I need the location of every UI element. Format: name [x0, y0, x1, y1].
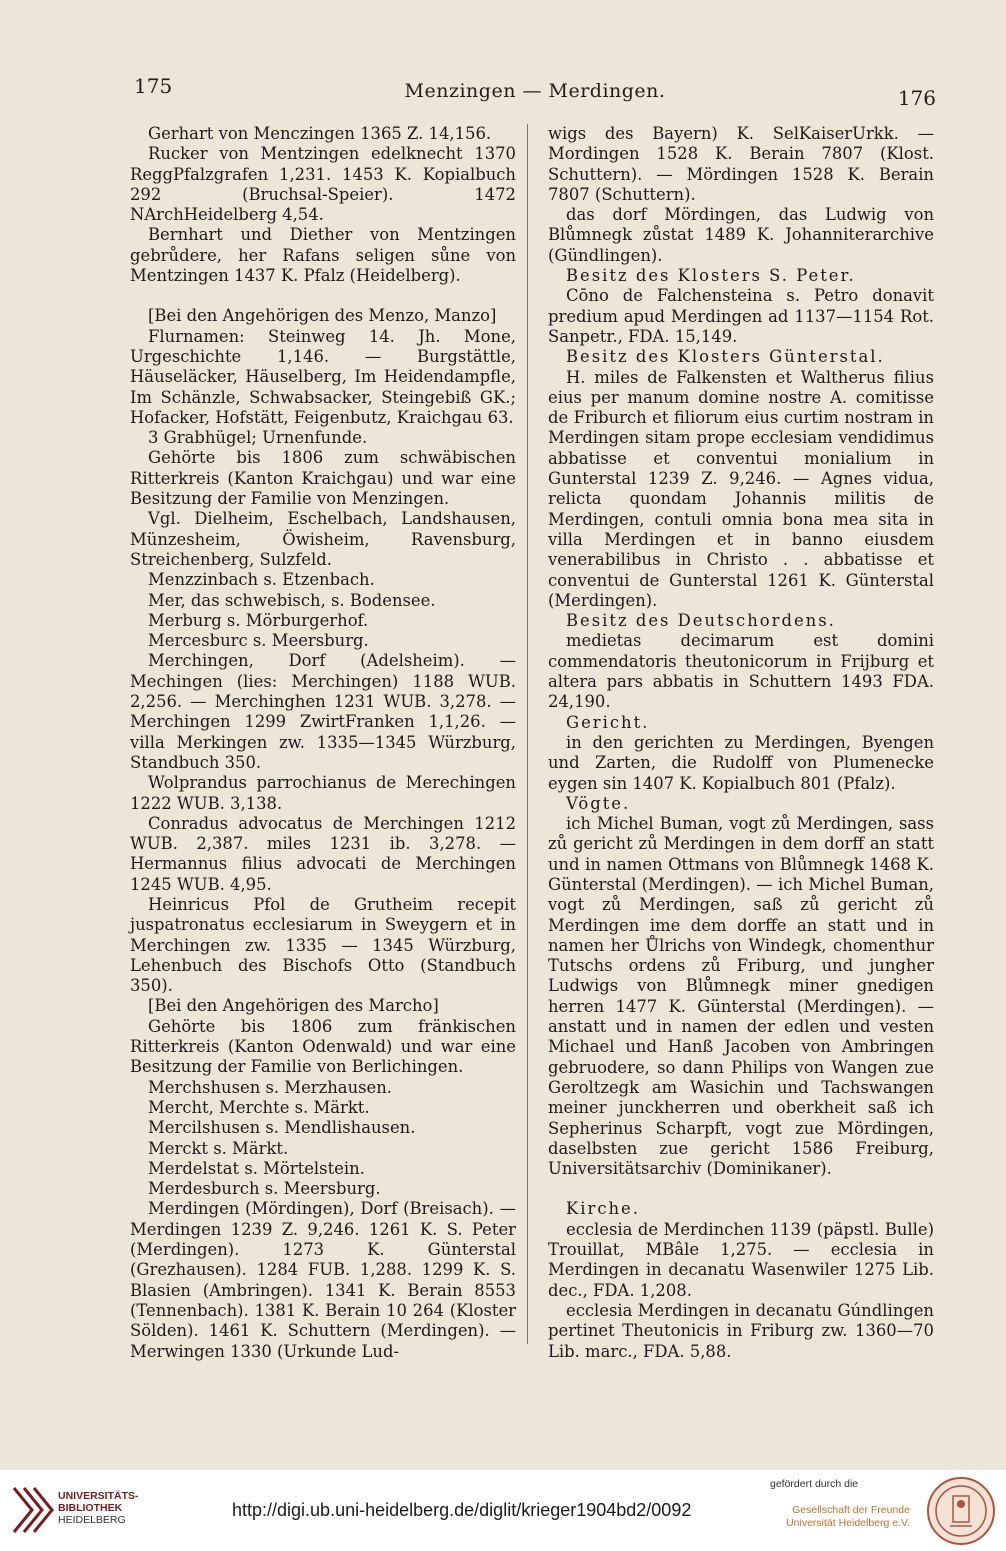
- column-divider: [527, 124, 528, 1344]
- sponsor-name: Gesellschaft der Freunde Universität Heidelberg e.V.: [786, 1504, 910, 1529]
- entry: Gehörte bis 1806 zum schwäbischen Ritterkreis (Kanton Kraichgau) und war eine Besitzung der Familie von Menzingen.: [130, 448, 516, 509]
- library-name: UNIVERSITÄTS- BIBLIOTHEK HEIDELBERG: [58, 1490, 139, 1526]
- right-column: [548, 124, 934, 1362]
- section-heading: Besitz des Klosters S. Peter.: [566, 266, 856, 286]
- section-heading: Gericht.: [566, 712, 650, 732]
- lemma-entry: Merckt s. Märkt.: [148, 1138, 289, 1158]
- entry: medietas decimarum est domini commendatoris theutonicorum in Frijburg et altera pars abbatis in Schuttern 1493 FDA. 24,190.: [548, 631, 934, 712]
- entry: Gerhart von Menczingen 1365 Z. 14,156.: [148, 124, 492, 143]
- section-heading: Vögte.: [566, 793, 631, 813]
- section-heading: Kirche.: [566, 1199, 640, 1219]
- lemma-entry: Mercesburc s. Meersburg.: [148, 631, 369, 651]
- lemma-entry: Merchshusen s. Merzhausen.: [148, 1077, 393, 1097]
- entry: ecclesia Merdingen in decanatu Gúndlingen pertinet Theutonicis in Friburg zw. 1360—70 Lib. marc., FDA. 5,88.: [548, 1300, 934, 1361]
- lemma-entry: Merdingen (Mördingen), Dorf (Breisach). — Merdingen 1239 Z. 9,246. 1261 K. S. Peter (Merdingen). 1273 K. Günterstal (Grezhausen). 1284 FUB. 1,288. 1299 K. S. Blasien (Ambringen). 1341 K. Berain 8553 (Tennenbach). 1381 K. Berain 10 264 (Kloster Sölden). 1461 K. Schuttern (Merdingen). — Merwingen 1330 (Urkunde Lud-: [130, 1199, 516, 1361]
- library-logo-icon: [10, 1480, 54, 1540]
- entry: das dorf Mördingen, das Ludwig von Blůmnegk zůstat 1489 K. Johanniterarchive (Gündlingen).: [548, 205, 934, 265]
- permalink-url[interactable]: http://digi.ub.uni-heidelberg.de/diglit/krieger1904bd2/0092: [232, 1500, 692, 1520]
- left-column: [130, 124, 516, 1362]
- lemma-entry: Mercilshusen s. Mendlishausen.: [148, 1118, 416, 1138]
- entry: Vgl. Dielheim, Eschelbach, Landshausen, Münzesheim, Öwisheim, Ravensburg, Streichenberg, Sulzfeld.: [130, 509, 516, 569]
- entry: Cōno de Falchensteina s. Petro donavit predium apud Merdingen ad 1137—1154 Rot. Sanpetr., FDA. 15,149.: [548, 286, 934, 346]
- lemma-entry: Merburg s. Mörburgerhof.: [148, 610, 369, 630]
- lemma-entry: Merchingen, Dorf (Adelsheim). — Mechingen (lies: Merchingen) 1188 WUB. 2,256. — Merchinghen 1231 WUB. 3,278. — Merchingen 1299 ZwirtFranken 1,1,26. — villa Merkingen zw. 1335—1345 Würzburg, Standbuch 350.: [130, 651, 516, 772]
- lemma-entry: Menzzinbach s. Etzenbach.: [148, 570, 375, 590]
- page-header: [120, 74, 950, 114]
- entry: Wolprandus parrochianus de Merechingen 1222 WUB. 3,138.: [130, 773, 516, 813]
- entry: H. miles de Falkensten et Waltherus filius eius per manum domine nostre A. comitisse de Friburch et filiorum eius curtim nostram in Merdingen sitam prope ecclesiam vendidimus abbatisse et conventui monialium in Gunterstal 1239 Z. 9,246. — Agnes vidua, relicta quondam Johannis militis de Merdingen, contuli omnia bona mea sita in villa Merdingen et in banno eiusdem venerabilibus in Christo . . abbatisse et conventui de Gunterstal 1261 K. Günterstal (Merdingen).: [548, 367, 934, 610]
- entry: wigs des Bayern) K. SelKaiserUrkk. — Mordingen 1528 K. Berain 7807 (Klost. Schuttern). — Mördingen 1528 K. Berain 7807 (Schuttern).: [548, 124, 934, 204]
- viewer-footer: [0, 1470, 1006, 1551]
- lemma-entry: Mer, das schwebisch, s. Bodensee.: [148, 590, 436, 610]
- sponsor-block: [770, 1478, 910, 1530]
- lemma-entry: Merdelstat s. Mörtelstein.: [148, 1158, 365, 1178]
- entry: [Bei den Angehörigen des Menzo, Manzo]: [148, 306, 497, 326]
- entry: ich Michel Buman, vogt zů Merdingen, sass zů gericht zů Merdingen in dem dorff an statt und in namen Ottmans von Blůmnegk 1468 K. Günterstal (Merdingen). — ich Michel Buman, vogt zů Merdingen, saß zů gericht zů Merdingen ime dem dorffe an statt und in namen her Ůlrichs von Windegk, chomenthur Tutschs ordens zů Friburg, und jungher Ludwigs von Blůmnegk miner gnedigen herren 1477 K. Günterstal (Merdingen). — anstatt und in namen der edlen und vesten Michael und Hanß Jacoben von Ambringen gebruodere, so dann Philips von Wangen zue Geroltzegk am Wasichin und Tachswangen meiner junckherren und oberkheit saß ich Sepherinus Scharpft, vogt zue Mördingen, daselbsten zue gericht 1586 Freiburg, Universitätsarchiv (Dominikaner).: [548, 814, 934, 1179]
- entry: [Bei den Angehörigen des Marcho]: [148, 996, 439, 1016]
- entry: Rucker von Mentzingen edelknecht 1370 ReggPfalzgrafen 1,231. 1453 K. Kopialbuch 292 (Bruchsal-Speier). 1472 NArchHeidelberg 4,54.: [130, 144, 516, 225]
- section-heading: Besitz des Deutschordens.: [566, 611, 836, 631]
- funded-by-label: gefördert durch die: [770, 1478, 859, 1490]
- entry: in den gerichten zu Merdingen, Byengen und Zarten, die Rudolff von Plumenecke eygen sin 1407 K. Kopialbuch 801 (Pfalz).: [548, 732, 934, 793]
- entry: Gehörte bis 1806 zum fränkischen Ritterkreis (Kanton Odenwald) und war eine Besitzung der Familie von Berlichingen.: [130, 1016, 516, 1077]
- university-seal-icon: [926, 1476, 996, 1546]
- entry: Conradus advocatus de Merchingen 1212 WUB. 2,387. miles 1231 ib. 3,278. — Hermannus filius advocati de Merchingen 1245 WUB. 4,95.: [130, 813, 516, 894]
- section-heading: Besitz des Klosters Günterstal.: [566, 347, 885, 367]
- entry: ecclesia de Merdinchen 1139 (päpstl. Bulle) Trouillat, MBâle 1,275. — ecclesia in Merdingen in decanatu Wasenwiler 1275 Lib. dec., FDA. 1,208.: [548, 1219, 934, 1300]
- entry: 3 Grabhügel; Urnenfunde.: [148, 428, 368, 448]
- lemma-entry: Merdesburch s. Meersburg.: [148, 1179, 381, 1199]
- entry: Bernhart und Diether von Mentzingen gebrůdere, her Rafans seligen sůne von Mentzingen 1437 K. Pfalz (Heidelberg).: [130, 225, 516, 286]
- page-number-right: 176: [897, 86, 936, 110]
- page-number-left: 175: [134, 74, 173, 98]
- entry: Heinricus Pfol de Grutheim recepit juspatronatus ecclesiarum in Sweygern et in Merchingen zw. 1335 — 1345 Würzburg, Lehenbuch des Bischofs Otto (Standbuch 350).: [130, 894, 516, 996]
- running-title: Menzingen — Merdingen.: [404, 80, 666, 102]
- entry: Flurnamen: Steinweg 14. Jh. Mone, Urgeschichte 1,146. — Burgstättle, Häuseläcker, Häuselberg, Im Heidendampfle, Im Schänzle, Schwabsacker, Steingebiß GK.; Hofacker, Hofstätt, Feigenbutz, Kraichgau 63.: [130, 326, 516, 427]
- lemma-entry: Mercht, Merchte s. Märkt.: [148, 1097, 370, 1117]
